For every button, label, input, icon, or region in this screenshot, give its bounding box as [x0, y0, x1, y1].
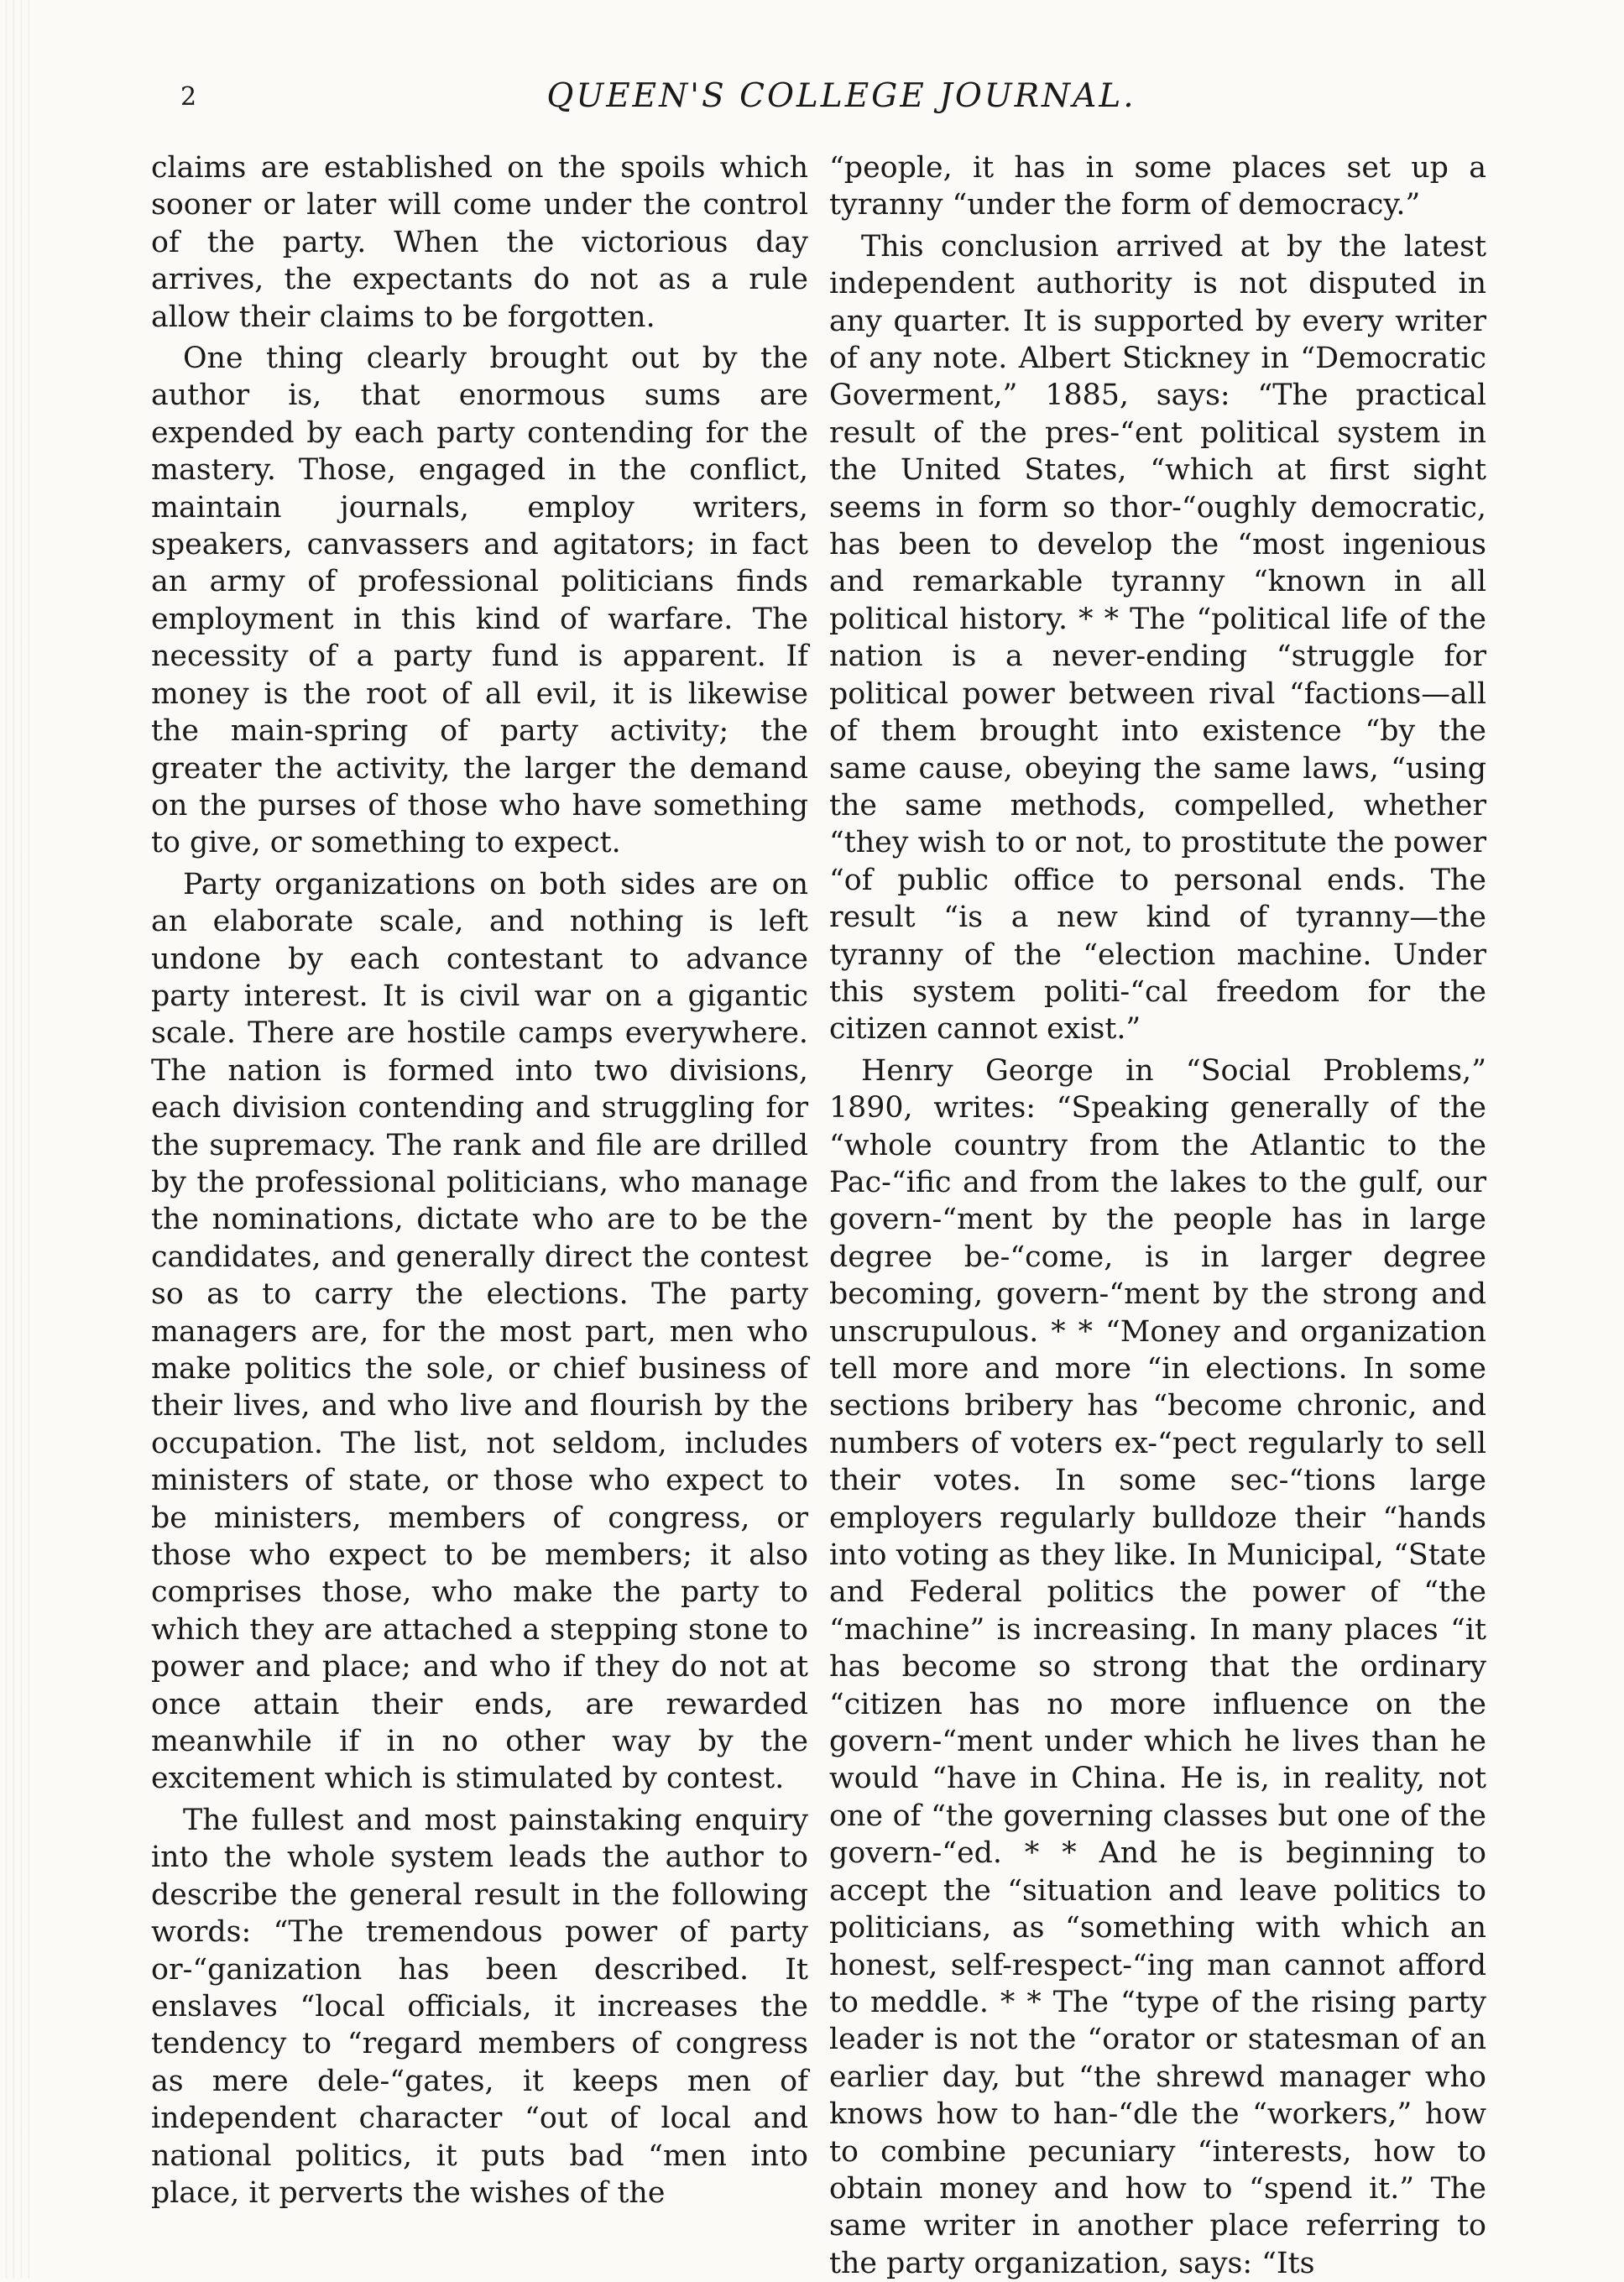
page-number: 2 [180, 82, 197, 112]
page-header [180, 77, 1502, 128]
paragraph: claims are established on the spoils which sooner or later will come under the control of the party. When the victorious day arrives, the expectants do not as a rule allow their claims to be forgotten. [151, 151, 808, 334]
paragraph: “people, it has in some places set up a tyranny “under the form of democracy.” [829, 151, 1486, 222]
running-title: QUEEN'S COLLEGE JOURNAL. [546, 77, 1136, 115]
paragraph: One thing clearly brought out by the author is, that enormous sums are expended by each party contending for the mastery. Those, engaged in the conflict, maintain journals, employ writers, speakers, canvassers and agitators; in fact an army of professional politicians finds employment in this kind of warfare. The necessity of a party fund is apparent. If money is the root of all evil, it is likewise the main-spring of party activity; the greater the activity, the larger the demand on the purses of those who have something to give, or something to expect. [151, 342, 808, 860]
paragraph: Party organizations on both sides are on an elaborate scale, and nothing is left undone by each contestant to advance party interest. It is civil war on a gigantic scale. There are hostile camps everywhere. The nation is formed into two divisions, each division contending and struggling for the supremacy. The rank and file are drilled by the professional politicians, who manage the nominations, dictate who are to be the candidates, and generally direct the contest so as to carry the elections. The party managers are, for the most part, men who make politics the sole, or chief business of their lives, and who live and flourish by the occupation. The list, not seldom, includes ministers of state, or those who expect to be ministers, members of congress, or those who expect to be members; it also comprises those, who make the party to which they are attached a stepping stone to power and place; and who if they do not at once attain their ends, are rewarded meanwhile if in no other way by the excitement which is stimulated by contest. [151, 867, 808, 1796]
paragraph: Henry George in “Social Problems,” 1890, writes: “Speaking generally of the “whole country from the Atlantic to the Pac-“ific and from the lakes to the gulf, our govern-“ment by the people has in large degree be-“come, is in larger degree becoming, govern-“ment by the strong and unscrupulous. * * “Money and organization tell more and more “in elections. In some sections bribery has “become chronic, and numbers of voters ex-“pect regularly to sell their votes. In some sec-“tions large employers regularly bulldoze their “hands into voting as they like. In Municipal, “State and Federal politics the power of “the “machine” is increasing. In many places “it has become so strong that the ordinary “citizen has no more influence on the govern-“ment under which he lives than he would “have in China. He is, in reality, not one of “the governing classes but one of the govern-“ed. * * And he is beginning to accept the “situation and leave politics to politicians, as “something with which an honest, self-respect-“ing man cannot afford to meddle. * * The “type of the rising party leader is not the “orator or statesman of an earlier day, but “the shrewd manager who knows how to han-“dle the “workers,” how to combine pecuniary “interests, how to obtain money and how to “spend it.” The same writer in another place referring to the party organization, says: “Its [829, 1053, 1486, 2280]
left-column [151, 149, 808, 2212]
paragraph: The fullest and most painstaking enquiry into the whole system leads the author to describe the general result in the following words: “The tremendous power of party or-“ganization has been described. It enslaves “local officials, it increases the tendency to “regard members of congress as mere dele-“gates, it keeps men of independent character “out of local and national politics, it puts bad “men into place, it perverts the wishes of the [151, 1803, 808, 2210]
right-column [829, 149, 1486, 2282]
paragraph: This conclusion arrived at by the latest independent authority is not disputed in any quarter. It is supported by every writer of any note. Albert Stickney in “Democratic Goverment,” 1885, says: “The practical result of the pres-“ent political system in the United States, “which at first sight seems in form so thor-“oughly democratic, has been to develop the “most ingenious and remarkable tyranny “known in all political history. * * The “political life of the nation is a never-ending “struggle for political power between rival “factions—all of them brought into existence “by the same cause, obeying the same laws, “using the same methods, compelled, whether “they wish to or not, to prostitute the power “of public office to personal ends. The result “is a new kind of tyranny—the tyranny of the “election machine. Under this system politi-“cal freedom for the citizen cannot exist.” [829, 229, 1486, 1047]
scan-binding-edge [0, 0, 34, 2279]
